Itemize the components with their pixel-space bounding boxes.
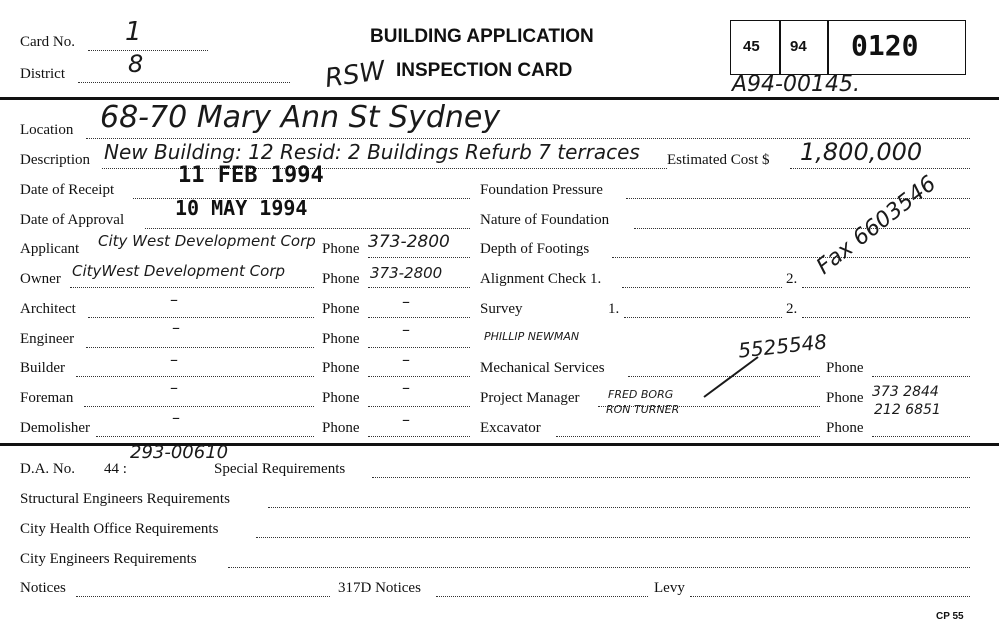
mechanical-phone-line (872, 376, 970, 377)
title-inspection-card: INSPECTION CARD (396, 60, 573, 81)
builder-line (76, 376, 314, 377)
foreman-phone-line (368, 406, 470, 407)
notices-317d-line (436, 596, 648, 597)
annotation-arrow-icon (700, 355, 760, 400)
date-of-approval-line (145, 228, 470, 229)
health-requirements-line (256, 537, 970, 538)
alignment-check-line-1 (622, 287, 782, 288)
box-card-number: 0120 (851, 29, 919, 62)
mechanical-phone-label: Phone (826, 360, 864, 376)
survey-line-2 (802, 317, 970, 318)
card-number-box (730, 20, 966, 75)
architect-line (88, 317, 314, 318)
applicant-phone-label: Phone (322, 241, 360, 257)
applicant-phone-line (368, 257, 470, 258)
demolisher-phone-value: – (402, 410, 410, 429)
architect-phone-line (368, 317, 470, 318)
applicant-label: Applicant (20, 241, 80, 257)
nature-of-foundation-line (634, 228, 970, 229)
structural-requirements-label: Structural Engineers Requirements (20, 491, 230, 507)
survey-2-label: 2. (786, 301, 798, 317)
foreman-phone-value: – (402, 378, 410, 397)
survey-label: Survey (480, 301, 523, 317)
owner-phone-label: Phone (322, 271, 360, 287)
survey-1-label: 1. (608, 301, 620, 317)
date-of-receipt-label: Date of Receipt (20, 182, 115, 198)
notices-317d-label: 317D Notices (338, 580, 421, 596)
builder-phone-value: – (402, 350, 410, 369)
card-no-value: 1 (125, 17, 142, 47)
survey-name-value: PHILLIP NEWMAN (484, 330, 580, 343)
owner-phone-line (368, 287, 470, 288)
architect-label: Architect (20, 301, 76, 317)
special-requirements-label: Special Requirements (214, 461, 346, 477)
engineer-value: – (172, 318, 180, 337)
estimated-cost-value: 1,800,000 (800, 138, 923, 166)
project-manager-value-2: RON TURNER (606, 403, 680, 416)
depth-of-footings-label: Depth of Footings (480, 241, 590, 257)
foreman-value: – (170, 378, 178, 397)
estimated-cost-line (790, 168, 970, 169)
builder-label: Builder (20, 360, 65, 376)
estimated-cost-label: Estimated Cost $ (667, 152, 770, 168)
levy-label: Levy (654, 580, 685, 596)
excavator-line (556, 436, 820, 437)
foreman-label: Foreman (20, 390, 74, 406)
fax-note: Fax 6603546 (812, 171, 941, 280)
location-value: 68-70 Mary Ann St Sydney (100, 100, 501, 135)
location-label: Location (20, 122, 74, 138)
description-value: New Building: 12 Resid: 2 Buildings Refurb 7 terraces (104, 140, 640, 164)
box-annotation: A94-00145. (732, 72, 860, 97)
project-manager-phone-value: 373 2844 (872, 384, 939, 400)
date-of-approval-label: Date of Approval (20, 212, 125, 228)
builder-value: – (170, 350, 178, 369)
excavator-phone-label: Phone (826, 420, 864, 436)
demolisher-value: – (172, 408, 180, 427)
alignment-check-line-2 (802, 287, 970, 288)
da-no-prefix: 44 : (104, 461, 127, 477)
card-no-label: Card No. (20, 34, 75, 50)
depth-of-footings-line (612, 257, 970, 258)
owner-value: CityWest Development Corp (72, 262, 286, 280)
engineers-requirements-line (228, 567, 970, 568)
owner-line (70, 287, 314, 288)
special-requirements-line (372, 477, 970, 478)
description-label: Description (20, 152, 90, 168)
alignment-check-label: Alignment Check 1. (480, 271, 602, 287)
levy-line (690, 596, 970, 597)
project-manager-phone-value-2: 212 6851 (874, 402, 941, 418)
health-requirements-label: City Health Office Requirements (20, 521, 219, 537)
mechanical-phone-value: 5525548 (736, 329, 829, 363)
form-code: CP 55 (936, 611, 964, 622)
architect-value: – (170, 290, 178, 309)
nature-of-foundation-label: Nature of Foundation (480, 212, 610, 228)
engineer-label: Engineer (20, 331, 75, 347)
title-building-application: BUILDING APPLICATION (370, 26, 594, 47)
foreman-phone-label: Phone (322, 390, 360, 406)
applicant-phone-value: 373-2800 (368, 232, 450, 252)
engineer-phone-line (368, 347, 470, 348)
engineer-phone-label: Phone (322, 331, 360, 347)
district-line (78, 82, 290, 83)
title-annotation: RSW (323, 55, 388, 95)
box-cell-year-prefix: 45 (743, 38, 760, 55)
owner-label: Owner (20, 271, 61, 287)
da-no-label: D.A. No. (20, 461, 75, 477)
foreman-line (84, 406, 314, 407)
demolisher-line (96, 436, 314, 437)
demolisher-phone-line (368, 436, 470, 437)
structural-requirements-line (268, 507, 970, 508)
owner-phone-value: 373-2800 (370, 264, 443, 282)
box-cell-year: 94 (790, 38, 807, 55)
engineer-line (86, 347, 314, 348)
district-label: District (20, 66, 65, 82)
demolisher-label: Demolisher (20, 420, 90, 436)
project-manager-value: FRED BORG (608, 388, 674, 401)
project-manager-label: Project Manager (480, 390, 580, 406)
date-of-approval-value: 10 MAY 1994 (175, 196, 308, 220)
applicant-value: City West Development Corp (98, 232, 316, 250)
alignment-check-2-label: 2. (786, 271, 798, 287)
engineer-phone-value: – (402, 320, 410, 339)
architect-phone-value: – (402, 292, 410, 311)
date-of-receipt-value: 11 FEB 1994 (178, 163, 324, 188)
mechanical-services-label: Mechanical Services (480, 360, 605, 376)
da-no-value: 293-00610 (130, 442, 229, 463)
district-value: 8 (128, 50, 144, 78)
notices-line (76, 596, 330, 597)
project-manager-phone-label: Phone (826, 390, 864, 406)
excavator-phone-line (872, 436, 970, 437)
excavator-label: Excavator (480, 420, 541, 436)
builder-phone-line (368, 376, 470, 377)
demolisher-phone-label: Phone (322, 420, 360, 436)
engineers-requirements-label: City Engineers Requirements (20, 551, 197, 567)
architect-phone-label: Phone (322, 301, 360, 317)
builder-phone-label: Phone (322, 360, 360, 376)
notices-label: Notices (20, 580, 66, 596)
survey-line-1 (624, 317, 782, 318)
foundation-pressure-label: Foundation Pressure (480, 182, 603, 198)
card-no-line (88, 50, 208, 51)
